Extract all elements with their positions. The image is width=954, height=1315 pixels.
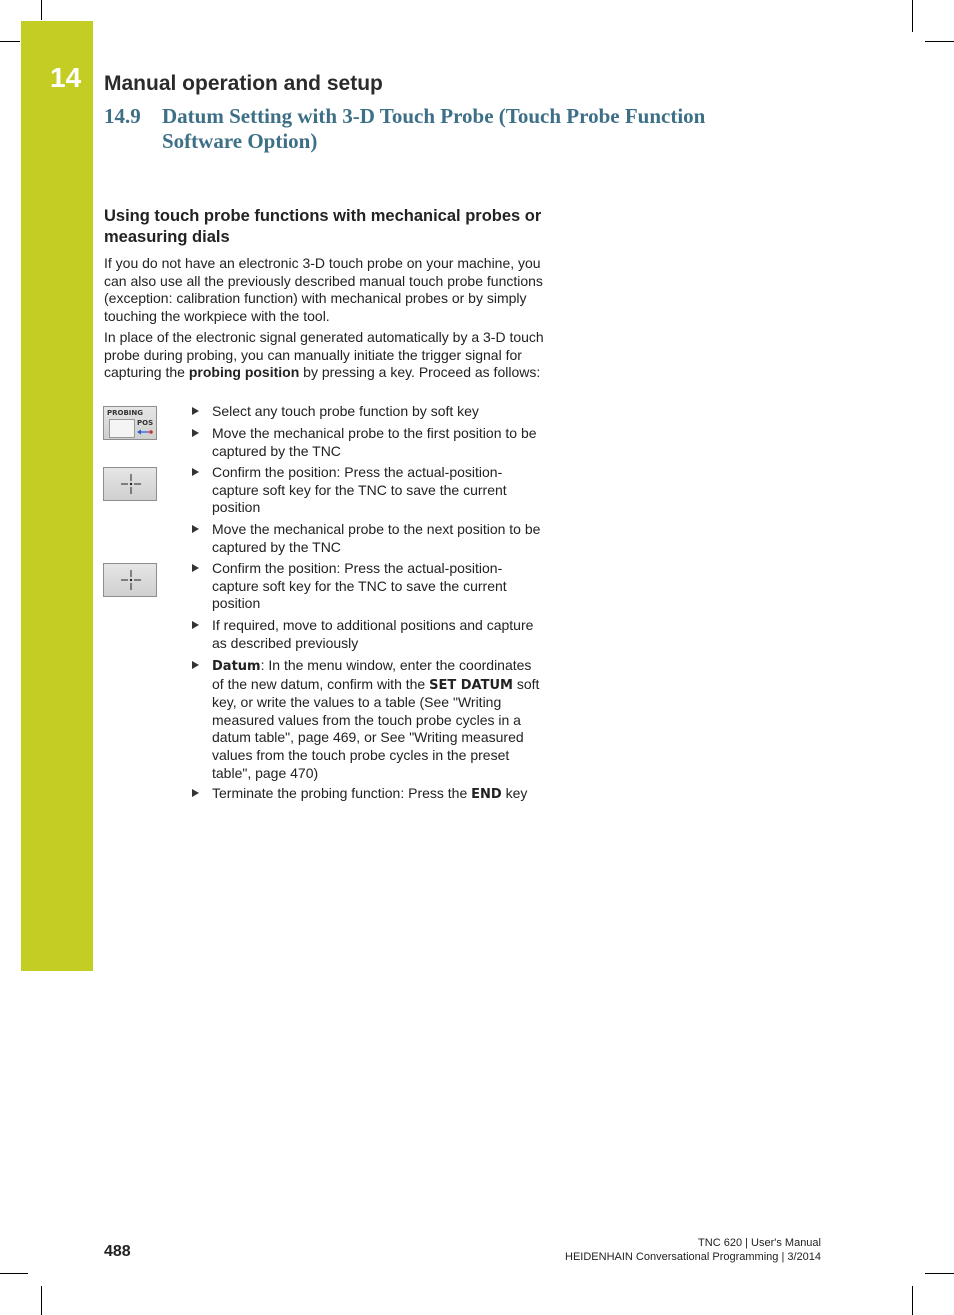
crop-mark: [912, 0, 913, 32]
screen-icon: [109, 419, 135, 438]
actual-position-capture-softkey[interactable]: [103, 563, 157, 597]
step-text: Move the mechanical probe to the first position to be captured by the TNC: [212, 425, 537, 459]
step-text-part: key: [501, 785, 528, 801]
crop-mark: [0, 41, 20, 42]
paragraph-text: by pressing a key. Proceed as follows:: [299, 364, 541, 381]
crop-mark: [41, 1286, 42, 1315]
arrow-left-icon: [136, 428, 154, 436]
step-text: [212, 785, 542, 804]
end-key-label: END: [471, 787, 502, 802]
softkey-label: POS: [137, 419, 154, 427]
page-number: 488: [104, 1243, 131, 1260]
bullet-arrow-icon: [192, 525, 199, 533]
chapter-title: Manual operation and setup: [104, 72, 383, 95]
bullet-arrow-icon: [192, 429, 199, 437]
paragraph: [104, 329, 544, 382]
step-item: [192, 657, 542, 782]
bullet-arrow-icon: [192, 789, 199, 797]
softkey-label: PROBING: [107, 409, 144, 417]
step-item: [192, 403, 542, 421]
probing-pos-softkey[interactable]: [103, 406, 157, 440]
crosshair-icon: [120, 569, 142, 591]
step-text-part: soft key, or write the values to a table (See "Writing measured values from the touch probe cycles in a datum table", page 469, or See "Writing measured values from the touch probe cycles in the preset table", page 470): [212, 675, 540, 781]
crosshair-icon: [120, 473, 142, 495]
chapter-sidebar: [21, 21, 93, 971]
footer-info: [565, 1236, 821, 1264]
footer-line: TNC 620 | User's Manual: [698, 1237, 821, 1249]
step-item: [192, 560, 542, 613]
step-text: If required, move to additional positions and capture as described previously: [212, 617, 534, 651]
bullet-arrow-icon: [192, 621, 199, 629]
bullet-arrow-icon: [192, 468, 199, 476]
actual-position-capture-softkey[interactable]: [103, 467, 157, 501]
crop-mark: [925, 1273, 954, 1274]
step-item: [192, 521, 542, 556]
subheading: Using touch probe functions with mechanical probes or measuring dials: [104, 207, 542, 246]
crop-mark: [925, 41, 954, 42]
paragraph: If you do not have an electronic 3-D touch probe on your machine, you can also use all the previously described manual touch probe functions (exception: calibration function) with mechanical probes or by simply touching the workpiece with the tool.: [104, 255, 543, 324]
step-text: Select any touch probe function by soft key: [212, 403, 479, 419]
paragraph-text: In place of the electronic signal generated automatically by a 3-D touch probe during probing, you can manually initiate the trigger signal for capturing the: [104, 329, 544, 381]
step-text-part: Terminate the probing function: Press the: [212, 785, 472, 801]
bullet-arrow-icon: [192, 564, 199, 572]
section-title: Datum Setting with 3-D Touch Probe (Touch Probe Function Software Option): [162, 104, 706, 153]
step-text: Move the mechanical probe to the next position to be captured by the TNC: [212, 521, 541, 555]
section-number: 14.9: [104, 104, 141, 128]
step-item: [192, 617, 542, 652]
step-item: [192, 425, 542, 460]
step-text: Confirm the position: Press the actual-position-capture soft key for the TNC to save the current position: [212, 464, 507, 516]
step-item: [192, 785, 542, 804]
bullet-arrow-icon: [192, 407, 199, 415]
chapter-number: 14: [50, 62, 82, 93]
emphasis-text: probing position: [188, 364, 300, 381]
crop-mark: [41, 0, 42, 20]
footer-line: HEIDENHAIN Conversational Programming | 3/2014: [565, 1251, 821, 1263]
step-item: [192, 464, 542, 517]
set-datum-key-label: SET DATUM: [429, 677, 513, 693]
bullet-arrow-icon: [192, 661, 199, 669]
step-text-part: : In the menu window, enter the coordinates of the new datum, confirm with the: [212, 657, 532, 692]
crop-mark: [912, 1286, 913, 1315]
step-text: [212, 657, 542, 782]
step-text: Confirm the position: Press the actual-position-capture soft key for the TNC to save the current position: [212, 560, 507, 612]
datum-key-label: Datum: [212, 659, 261, 674]
crop-mark: [0, 1273, 28, 1274]
